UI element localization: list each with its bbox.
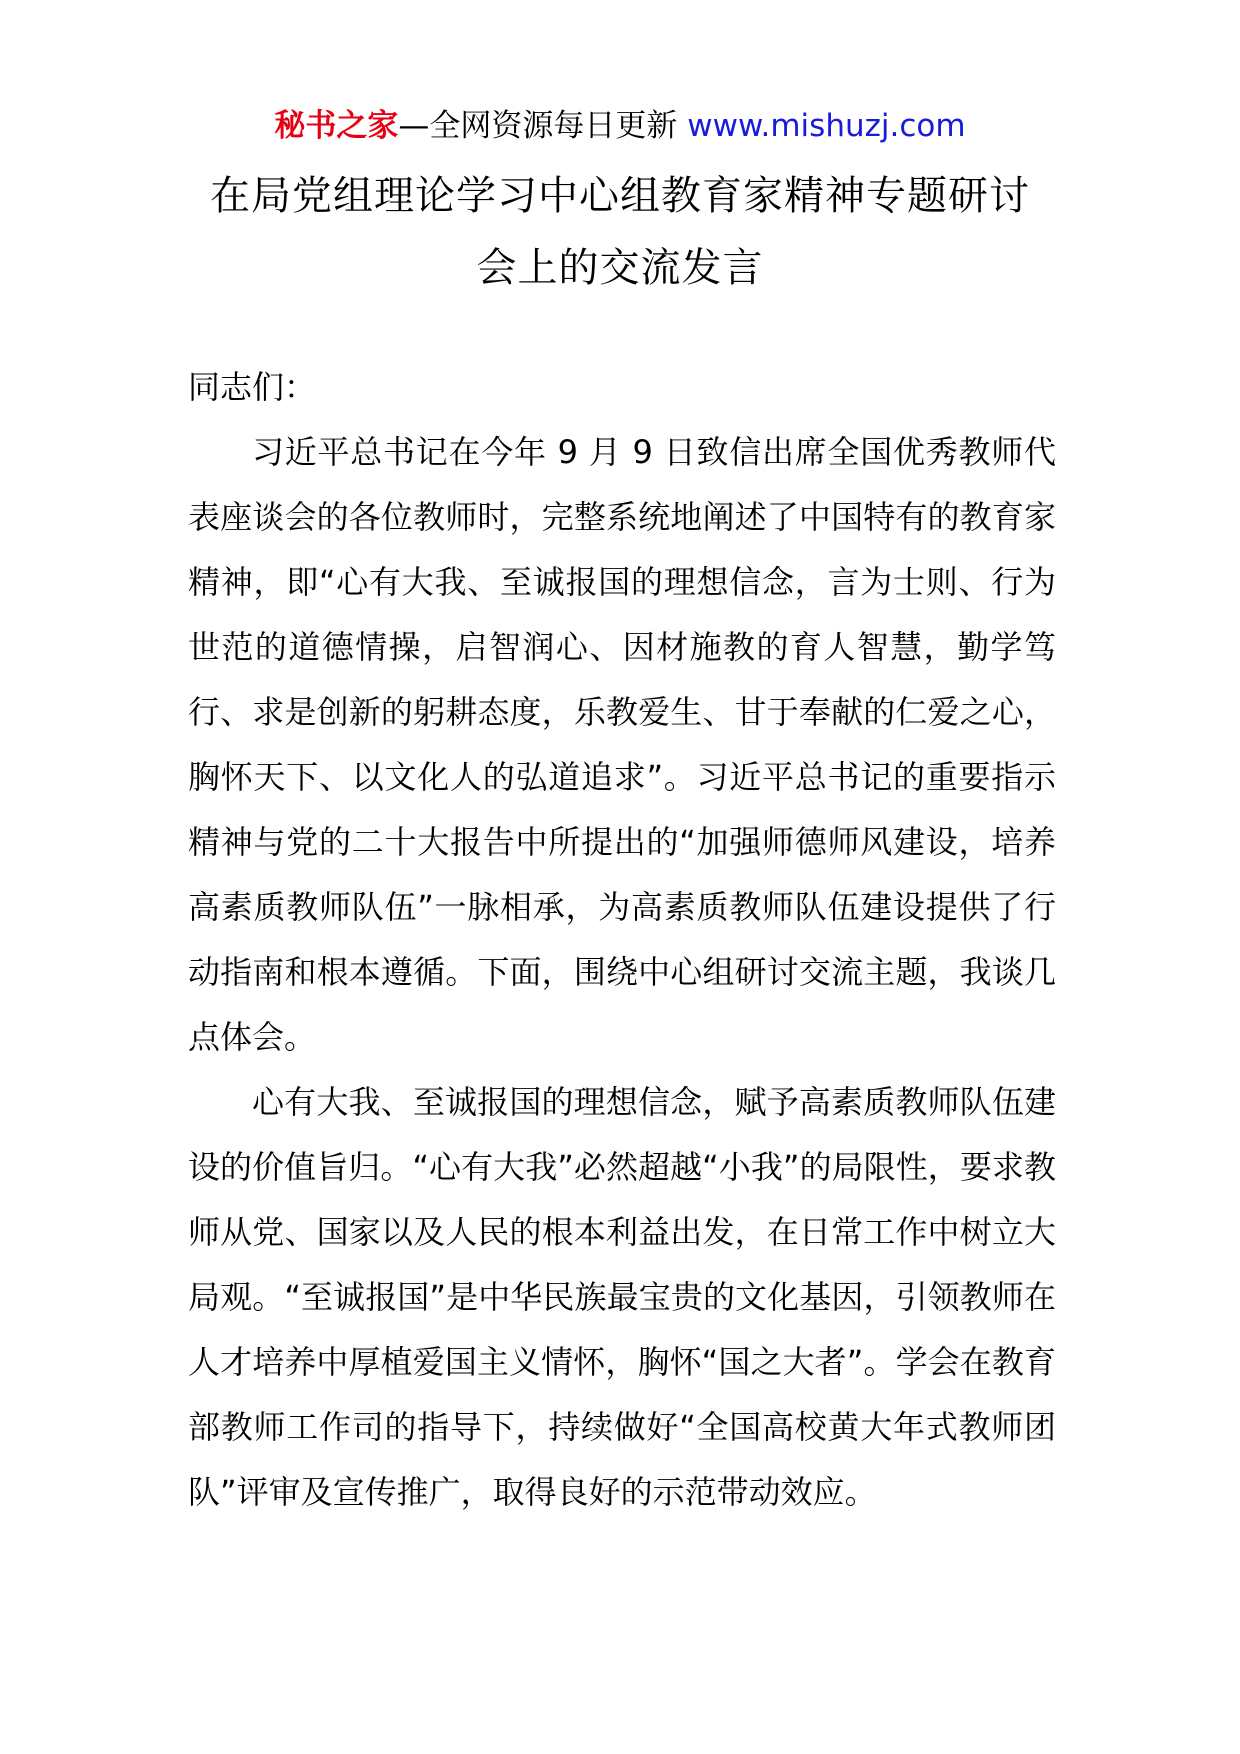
document-body: [188, 355, 1056, 1525]
document-title: [180, 160, 1060, 304]
site-url-link[interactable]: www.mishuzj.com: [687, 108, 966, 144]
salutation: 同志们：: [188, 368, 317, 406]
body-paragraph-1: 习近平总书记在今年 9 月 9 日致信出席全国优秀教师代表座谈会的各位教师时，完整系统地阐述了中国特有的教育家精神，即“心有大我、至诚报国的理想信念，言为士则、行为世范的道德情操，启智润心、因材施教的育人智慧，勤学笃行、求是创新的躬耕态度，乐教爱生、甘于奉献的仁爱之心，胸怀天下、以文化人的弘道追求”。习近平总书记的重要指示精神与党的二十大报告中所提出的“加强师德师风建设，培养高素质教师队伍”一脉相承，为高素质教师队伍建设提供了行动指南和根本遵循。下面，围绕中心组研讨交流主题，我谈几点体会。: [188, 433, 1056, 1056]
document-title-line-1: 在局党组理论学习中心组教育家精神专题研讨: [210, 173, 1030, 219]
header-tagline: —全网资源每日更新: [398, 108, 688, 144]
document-title-line-2: 会上的交流发言: [476, 245, 764, 291]
body-paragraph-2: 心有大我、至诚报国的理想信念，赋予高素质教师队伍建设的价值旨归。“心有大我”必然超越“小我”的局限性，要求教师从党、国家以及人民的根本利益出发，在日常工作中树立大局观。“至诚报国”是中华民族最宝贵的文化基因，引领教师在人才培养中厚植爱国主义情怀，胸怀“国之大者”。学会在教育部教师工作司的指导下，持续做好“全国高校黄大年式教师团队”评审及宣传推广，取得良好的示范带动效应。: [188, 1083, 1056, 1511]
brand-name: 秘书之家: [274, 108, 399, 144]
site-header: [0, 104, 1240, 148]
